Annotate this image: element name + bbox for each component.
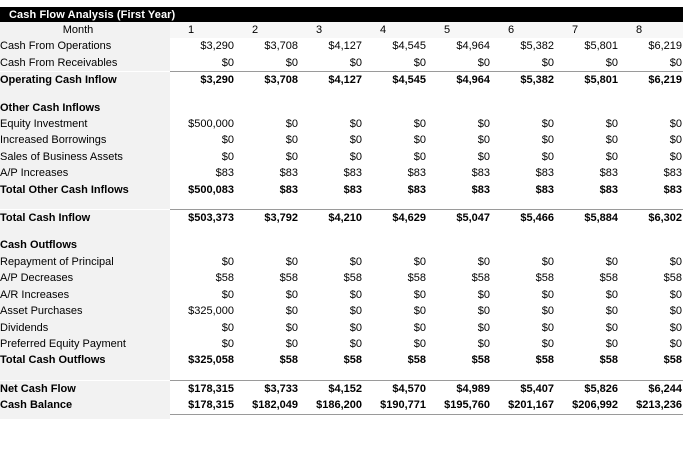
row-label-increased-borrowings: Increased Borrowings (0, 132, 170, 148)
cell-cash-from-receivables-month-3: $0 (298, 55, 362, 72)
cell-total-cash-outflows-month-4: $58 (362, 352, 426, 368)
cell-other-cash-inflows-month-4 (362, 100, 426, 116)
table-row (0, 116, 683, 132)
cell-cash-outflows-month-7 (554, 237, 618, 253)
cell-net-cash-flow-month-3: $4,152 (298, 380, 362, 397)
spacer-cell (426, 198, 490, 210)
spacer-cell (618, 226, 682, 237)
column-header-month-2: 2 (234, 22, 298, 38)
cell-sales-of-business-assets-month-2: $0 (234, 149, 298, 165)
cell-operating-cash-inflow-month-6: $5,382 (490, 72, 554, 89)
cell-repayment-of-principal-month-5: $0 (426, 254, 490, 270)
cell-net-cash-flow-month-4: $4,570 (362, 380, 426, 397)
cell-other-cash-inflows-month-1 (170, 100, 234, 116)
spacer-cell (362, 198, 426, 210)
spacer-cell (298, 198, 362, 210)
table-row (0, 165, 683, 181)
cell-operating-cash-inflow-month-2: $3,708 (234, 72, 298, 89)
row-label-asset-purchases: Asset Purchases (0, 303, 170, 319)
cell-preferred-equity-payment-month-4: $0 (362, 336, 426, 352)
cell-other-cash-inflows-month-8 (618, 100, 682, 116)
cell-repayment-of-principal-month-2: $0 (234, 254, 298, 270)
cell-asset-purchases-month-8: $0 (618, 303, 682, 319)
cell-total-other-cash-inflows-month-3: $83 (298, 182, 362, 198)
cell-increased-borrowings-month-2: $0 (234, 132, 298, 148)
cell-a-p-increases-month-6: $83 (490, 165, 554, 181)
cell-a-p-decreases-month-6: $58 (490, 270, 554, 286)
cell-asset-purchases-month-1: $325,000 (170, 303, 234, 319)
cell-other-cash-inflows-month-3 (298, 100, 362, 116)
cell-a-r-increases-month-1: $0 (170, 287, 234, 303)
cell-total-other-cash-inflows-month-4: $83 (362, 182, 426, 198)
row-label-a-p-decreases: A/P Decreases (0, 270, 170, 286)
spacer-cell (554, 89, 618, 100)
spacer-cell (298, 226, 362, 237)
column-header-month-8: 8 (618, 22, 682, 38)
table-row (0, 210, 683, 227)
cell-total-cash-inflow-month-1: $503,373 (170, 210, 234, 227)
cell-total-other-cash-inflows-month-8: $83 (618, 182, 682, 198)
cell-sales-of-business-assets-month-3: $0 (298, 149, 362, 165)
spacer-cell (554, 226, 618, 237)
cell-cash-from-operations-month-5: $4,964 (426, 38, 490, 54)
cell-sales-of-business-assets-month-6: $0 (490, 149, 554, 165)
bottom-rule-cell (554, 414, 618, 419)
cell-preferred-equity-payment-month-1: $0 (170, 336, 234, 352)
spacer-cell (234, 198, 298, 210)
cell-a-r-increases-month-4: $0 (362, 287, 426, 303)
cell-other-cash-inflows-month-5 (426, 100, 490, 116)
row-label-dividends: Dividends (0, 320, 170, 336)
cell-asset-purchases-month-2: $0 (234, 303, 298, 319)
column-header-month-7: 7 (554, 22, 618, 38)
cell-repayment-of-principal-month-6: $0 (490, 254, 554, 270)
cell-net-cash-flow-month-5: $4,989 (426, 380, 490, 397)
cell-a-r-increases-month-3: $0 (298, 287, 362, 303)
cell-equity-investment-month-1: $500,000 (170, 116, 234, 132)
row-label-operating-cash-inflow: Operating Cash Inflow (0, 72, 170, 89)
cell-cash-outflows-month-3 (298, 237, 362, 253)
spacer-cell (362, 369, 426, 381)
spacer-cell (170, 89, 234, 100)
bottom-rule-cell (234, 414, 298, 419)
cell-equity-investment-month-4: $0 (362, 116, 426, 132)
spacer-cell (490, 369, 554, 381)
cell-a-p-increases-month-2: $83 (234, 165, 298, 181)
cell-dividends-month-5: $0 (426, 320, 490, 336)
cell-cash-from-operations-month-4: $4,545 (362, 38, 426, 54)
cell-a-r-increases-month-5: $0 (426, 287, 490, 303)
table-spacer-row (0, 198, 683, 210)
cell-net-cash-flow-month-8: $6,244 (618, 380, 682, 397)
table-section-row (0, 237, 683, 253)
cell-total-other-cash-inflows-month-2: $83 (234, 182, 298, 198)
cell-total-cash-outflows-month-2: $58 (234, 352, 298, 368)
cell-cash-balance-month-5: $195,760 (426, 397, 490, 414)
table-spacer-row (0, 369, 683, 381)
cash-flow-table (0, 22, 683, 419)
cell-preferred-equity-payment-month-7: $0 (554, 336, 618, 352)
spacer-cell (554, 198, 618, 210)
spacer-cell (362, 226, 426, 237)
report-title-bar (0, 7, 683, 22)
cell-sales-of-business-assets-month-4: $0 (362, 149, 426, 165)
cell-cash-from-receivables-month-1: $0 (170, 55, 234, 72)
cell-preferred-equity-payment-month-2: $0 (234, 336, 298, 352)
cell-increased-borrowings-month-8: $0 (618, 132, 682, 148)
cell-repayment-of-principal-month-4: $0 (362, 254, 426, 270)
cell-a-r-increases-month-8: $0 (618, 287, 682, 303)
table-spacer-row (0, 226, 683, 237)
cell-dividends-month-7: $0 (554, 320, 618, 336)
cell-increased-borrowings-month-6: $0 (490, 132, 554, 148)
cell-total-cash-outflows-month-6: $58 (490, 352, 554, 368)
cell-preferred-equity-payment-month-5: $0 (426, 336, 490, 352)
column-header-month-6: 6 (490, 22, 554, 38)
cell-a-r-increases-month-6: $0 (490, 287, 554, 303)
row-label-cash-outflows: Cash Outflows (0, 237, 170, 253)
cell-repayment-of-principal-month-1: $0 (170, 254, 234, 270)
cell-operating-cash-inflow-month-1: $3,290 (170, 72, 234, 89)
cell-total-other-cash-inflows-month-1: $500,083 (170, 182, 234, 198)
spacer-cell (618, 89, 682, 100)
table-row (0, 132, 683, 148)
cell-operating-cash-inflow-month-8: $6,219 (618, 72, 682, 89)
cell-cash-from-receivables-month-5: $0 (426, 55, 490, 72)
cell-cash-balance-month-3: $186,200 (298, 397, 362, 414)
cell-cash-from-receivables-month-2: $0 (234, 55, 298, 72)
cell-other-cash-inflows-month-6 (490, 100, 554, 116)
bottom-rule-cell (298, 414, 362, 419)
cell-sales-of-business-assets-month-8: $0 (618, 149, 682, 165)
cell-other-cash-inflows-month-2 (234, 100, 298, 116)
cell-sales-of-business-assets-month-7: $0 (554, 149, 618, 165)
row-label-total-other-cash-inflows: Total Other Cash Inflows (0, 182, 170, 198)
table-row (0, 270, 683, 286)
table-row (0, 149, 683, 165)
cell-total-cash-inflow-month-5: $5,047 (426, 210, 490, 227)
cell-total-cash-inflow-month-2: $3,792 (234, 210, 298, 227)
cell-a-p-increases-month-4: $83 (362, 165, 426, 181)
cell-dividends-month-3: $0 (298, 320, 362, 336)
bottom-rule-cell (170, 414, 234, 419)
cell-equity-investment-month-7: $0 (554, 116, 618, 132)
cell-a-r-increases-month-7: $0 (554, 287, 618, 303)
column-header-month-5: 5 (426, 22, 490, 38)
cell-sales-of-business-assets-month-1: $0 (170, 149, 234, 165)
cell-a-p-increases-month-3: $83 (298, 165, 362, 181)
cell-net-cash-flow-month-2: $3,733 (234, 380, 298, 397)
cell-cash-from-receivables-month-4: $0 (362, 55, 426, 72)
cell-asset-purchases-month-3: $0 (298, 303, 362, 319)
cell-increased-borrowings-month-1: $0 (170, 132, 234, 148)
cell-net-cash-flow-month-6: $5,407 (490, 380, 554, 397)
table-row (0, 336, 683, 352)
spacer-label-cell (0, 226, 170, 237)
page-title: Cash Flow Analysis (First Year) (9, 8, 176, 21)
cell-total-other-cash-inflows-month-5: $83 (426, 182, 490, 198)
spacer-cell (170, 198, 234, 210)
cell-operating-cash-inflow-month-3: $4,127 (298, 72, 362, 89)
cell-cash-outflows-month-8 (618, 237, 682, 253)
cell-cash-balance-month-6: $201,167 (490, 397, 554, 414)
spacer-cell (490, 226, 554, 237)
cell-a-p-decreases-month-4: $58 (362, 270, 426, 286)
spacer-cell (554, 369, 618, 381)
bottom-rule-cell (490, 414, 554, 419)
cell-cash-outflows-month-6 (490, 237, 554, 253)
row-label-cash-from-receivables: Cash From Receivables (0, 55, 170, 72)
cell-cash-outflows-month-5 (426, 237, 490, 253)
table-row (0, 380, 683, 397)
cell-equity-investment-month-6: $0 (490, 116, 554, 132)
cell-dividends-month-6: $0 (490, 320, 554, 336)
cell-a-p-decreases-month-5: $58 (426, 270, 490, 286)
row-label-repayment-of-principal: Repayment of Principal (0, 254, 170, 270)
cell-dividends-month-1: $0 (170, 320, 234, 336)
cell-total-cash-outflows-month-1: $325,058 (170, 352, 234, 368)
cell-cash-balance-month-4: $190,771 (362, 397, 426, 414)
row-label-cash-balance: Cash Balance (0, 397, 170, 414)
cell-total-cash-outflows-month-5: $58 (426, 352, 490, 368)
cell-cash-from-operations-month-7: $5,801 (554, 38, 618, 54)
cell-cash-outflows-month-4 (362, 237, 426, 253)
spacer-cell (170, 369, 234, 381)
cell-equity-investment-month-2: $0 (234, 116, 298, 132)
cell-cash-from-receivables-month-7: $0 (554, 55, 618, 72)
cell-dividends-month-8: $0 (618, 320, 682, 336)
cell-cash-from-operations-month-2: $3,708 (234, 38, 298, 54)
column-header-month-1: 1 (170, 22, 234, 38)
cell-sales-of-business-assets-month-5: $0 (426, 149, 490, 165)
cell-repayment-of-principal-month-7: $0 (554, 254, 618, 270)
cell-repayment-of-principal-month-8: $0 (618, 254, 682, 270)
cell-cash-from-operations-month-1: $3,290 (170, 38, 234, 54)
bottom-rule-cell (618, 414, 682, 419)
cell-total-cash-inflow-month-8: $6,302 (618, 210, 682, 227)
spacer-label-cell (0, 89, 170, 100)
row-label-equity-investment: Equity Investment (0, 116, 170, 132)
spacer-cell (426, 89, 490, 100)
cell-a-p-decreases-month-8: $58 (618, 270, 682, 286)
cell-preferred-equity-payment-month-3: $0 (298, 336, 362, 352)
spacer-cell (298, 369, 362, 381)
cell-a-p-decreases-month-3: $58 (298, 270, 362, 286)
cell-total-cash-outflows-month-8: $58 (618, 352, 682, 368)
row-label-total-cash-inflow: Total Cash Inflow (0, 210, 170, 227)
table-row (0, 320, 683, 336)
cell-asset-purchases-month-4: $0 (362, 303, 426, 319)
cell-total-cash-outflows-month-3: $58 (298, 352, 362, 368)
spacer-cell (298, 89, 362, 100)
cell-equity-investment-month-5: $0 (426, 116, 490, 132)
column-header-month: Month (0, 22, 170, 38)
cell-a-p-increases-month-7: $83 (554, 165, 618, 181)
cell-total-other-cash-inflows-month-6: $83 (490, 182, 554, 198)
cell-cash-from-operations-month-8: $6,219 (618, 38, 682, 54)
table-header-row (0, 22, 683, 38)
cell-operating-cash-inflow-month-7: $5,801 (554, 72, 618, 89)
spacer-cell (426, 369, 490, 381)
cell-preferred-equity-payment-month-6: $0 (490, 336, 554, 352)
cell-a-p-decreases-month-7: $58 (554, 270, 618, 286)
cell-a-p-increases-month-8: $83 (618, 165, 682, 181)
cell-cash-outflows-month-2 (234, 237, 298, 253)
table-spacer-row (0, 89, 683, 100)
row-label-a-r-increases: A/R Increases (0, 287, 170, 303)
cell-total-cash-outflows-month-7: $58 (554, 352, 618, 368)
table-bottom-rule-row (0, 414, 683, 419)
cell-increased-borrowings-month-4: $0 (362, 132, 426, 148)
cell-equity-investment-month-3: $0 (298, 116, 362, 132)
cell-total-cash-inflow-month-3: $4,210 (298, 210, 362, 227)
spacer-label-cell (0, 369, 170, 381)
cell-a-p-decreases-month-1: $58 (170, 270, 234, 286)
cell-asset-purchases-month-5: $0 (426, 303, 490, 319)
table-row (0, 55, 683, 72)
cell-operating-cash-inflow-month-4: $4,545 (362, 72, 426, 89)
cell-equity-investment-month-8: $0 (618, 116, 682, 132)
row-label-a-p-increases: A/P Increases (0, 165, 170, 181)
cell-total-cash-inflow-month-4: $4,629 (362, 210, 426, 227)
spacer-cell (362, 89, 426, 100)
cell-dividends-month-2: $0 (234, 320, 298, 336)
cell-total-cash-inflow-month-6: $5,466 (490, 210, 554, 227)
bottom-rule-cell (362, 414, 426, 419)
cell-asset-purchases-month-7: $0 (554, 303, 618, 319)
table-row (0, 182, 683, 198)
cell-increased-borrowings-month-5: $0 (426, 132, 490, 148)
spacer-cell (618, 198, 682, 210)
spacer-cell (618, 369, 682, 381)
bottom-rule-label-cell (0, 414, 170, 419)
spacer-cell (234, 226, 298, 237)
spacer-cell (234, 89, 298, 100)
table-section-row (0, 100, 683, 116)
cell-cash-outflows-month-1 (170, 237, 234, 253)
spacer-cell (490, 89, 554, 100)
cell-cash-balance-month-7: $206,992 (554, 397, 618, 414)
cell-operating-cash-inflow-month-5: $4,964 (426, 72, 490, 89)
cell-a-p-increases-month-5: $83 (426, 165, 490, 181)
cell-preferred-equity-payment-month-8: $0 (618, 336, 682, 352)
table-row (0, 254, 683, 270)
row-label-net-cash-flow: Net Cash Flow (0, 380, 170, 397)
cell-net-cash-flow-month-7: $5,826 (554, 380, 618, 397)
row-label-other-cash-inflows: Other Cash Inflows (0, 100, 170, 116)
cell-cash-from-receivables-month-6: $0 (490, 55, 554, 72)
row-label-sales-of-business-assets: Sales of Business Assets (0, 149, 170, 165)
cell-cash-from-operations-month-6: $5,382 (490, 38, 554, 54)
cell-total-cash-inflow-month-7: $5,884 (554, 210, 618, 227)
spacer-cell (490, 198, 554, 210)
row-label-cash-from-operations: Cash From Operations (0, 38, 170, 54)
cell-a-r-increases-month-2: $0 (234, 287, 298, 303)
spacer-label-cell (0, 198, 170, 210)
bottom-rule-cell (426, 414, 490, 419)
table-row (0, 287, 683, 303)
spacer-cell (234, 369, 298, 381)
cell-increased-borrowings-month-3: $0 (298, 132, 362, 148)
column-header-month-3: 3 (298, 22, 362, 38)
cell-total-other-cash-inflows-month-7: $83 (554, 182, 618, 198)
cell-repayment-of-principal-month-3: $0 (298, 254, 362, 270)
table-row (0, 397, 683, 414)
cell-asset-purchases-month-6: $0 (490, 303, 554, 319)
cell-cash-balance-month-8: $213,236 (618, 397, 682, 414)
cell-a-p-increases-month-1: $83 (170, 165, 234, 181)
table-row (0, 72, 683, 89)
cell-dividends-month-4: $0 (362, 320, 426, 336)
row-label-total-cash-outflows: Total Cash Outflows (0, 352, 170, 368)
cell-a-p-decreases-month-2: $58 (234, 270, 298, 286)
cell-cash-balance-month-1: $178,315 (170, 397, 234, 414)
cell-cash-from-operations-month-3: $4,127 (298, 38, 362, 54)
table-row (0, 352, 683, 368)
cell-cash-from-receivables-month-8: $0 (618, 55, 682, 72)
table-row (0, 303, 683, 319)
cell-net-cash-flow-month-1: $178,315 (170, 380, 234, 397)
table-row (0, 38, 683, 54)
cell-increased-borrowings-month-7: $0 (554, 132, 618, 148)
row-label-preferred-equity-payment: Preferred Equity Payment (0, 336, 170, 352)
spacer-cell (426, 226, 490, 237)
spacer-cell (170, 226, 234, 237)
table-body (0, 22, 683, 419)
column-header-month-4: 4 (362, 22, 426, 38)
cell-cash-balance-month-2: $182,049 (234, 397, 298, 414)
cell-other-cash-inflows-month-7 (554, 100, 618, 116)
